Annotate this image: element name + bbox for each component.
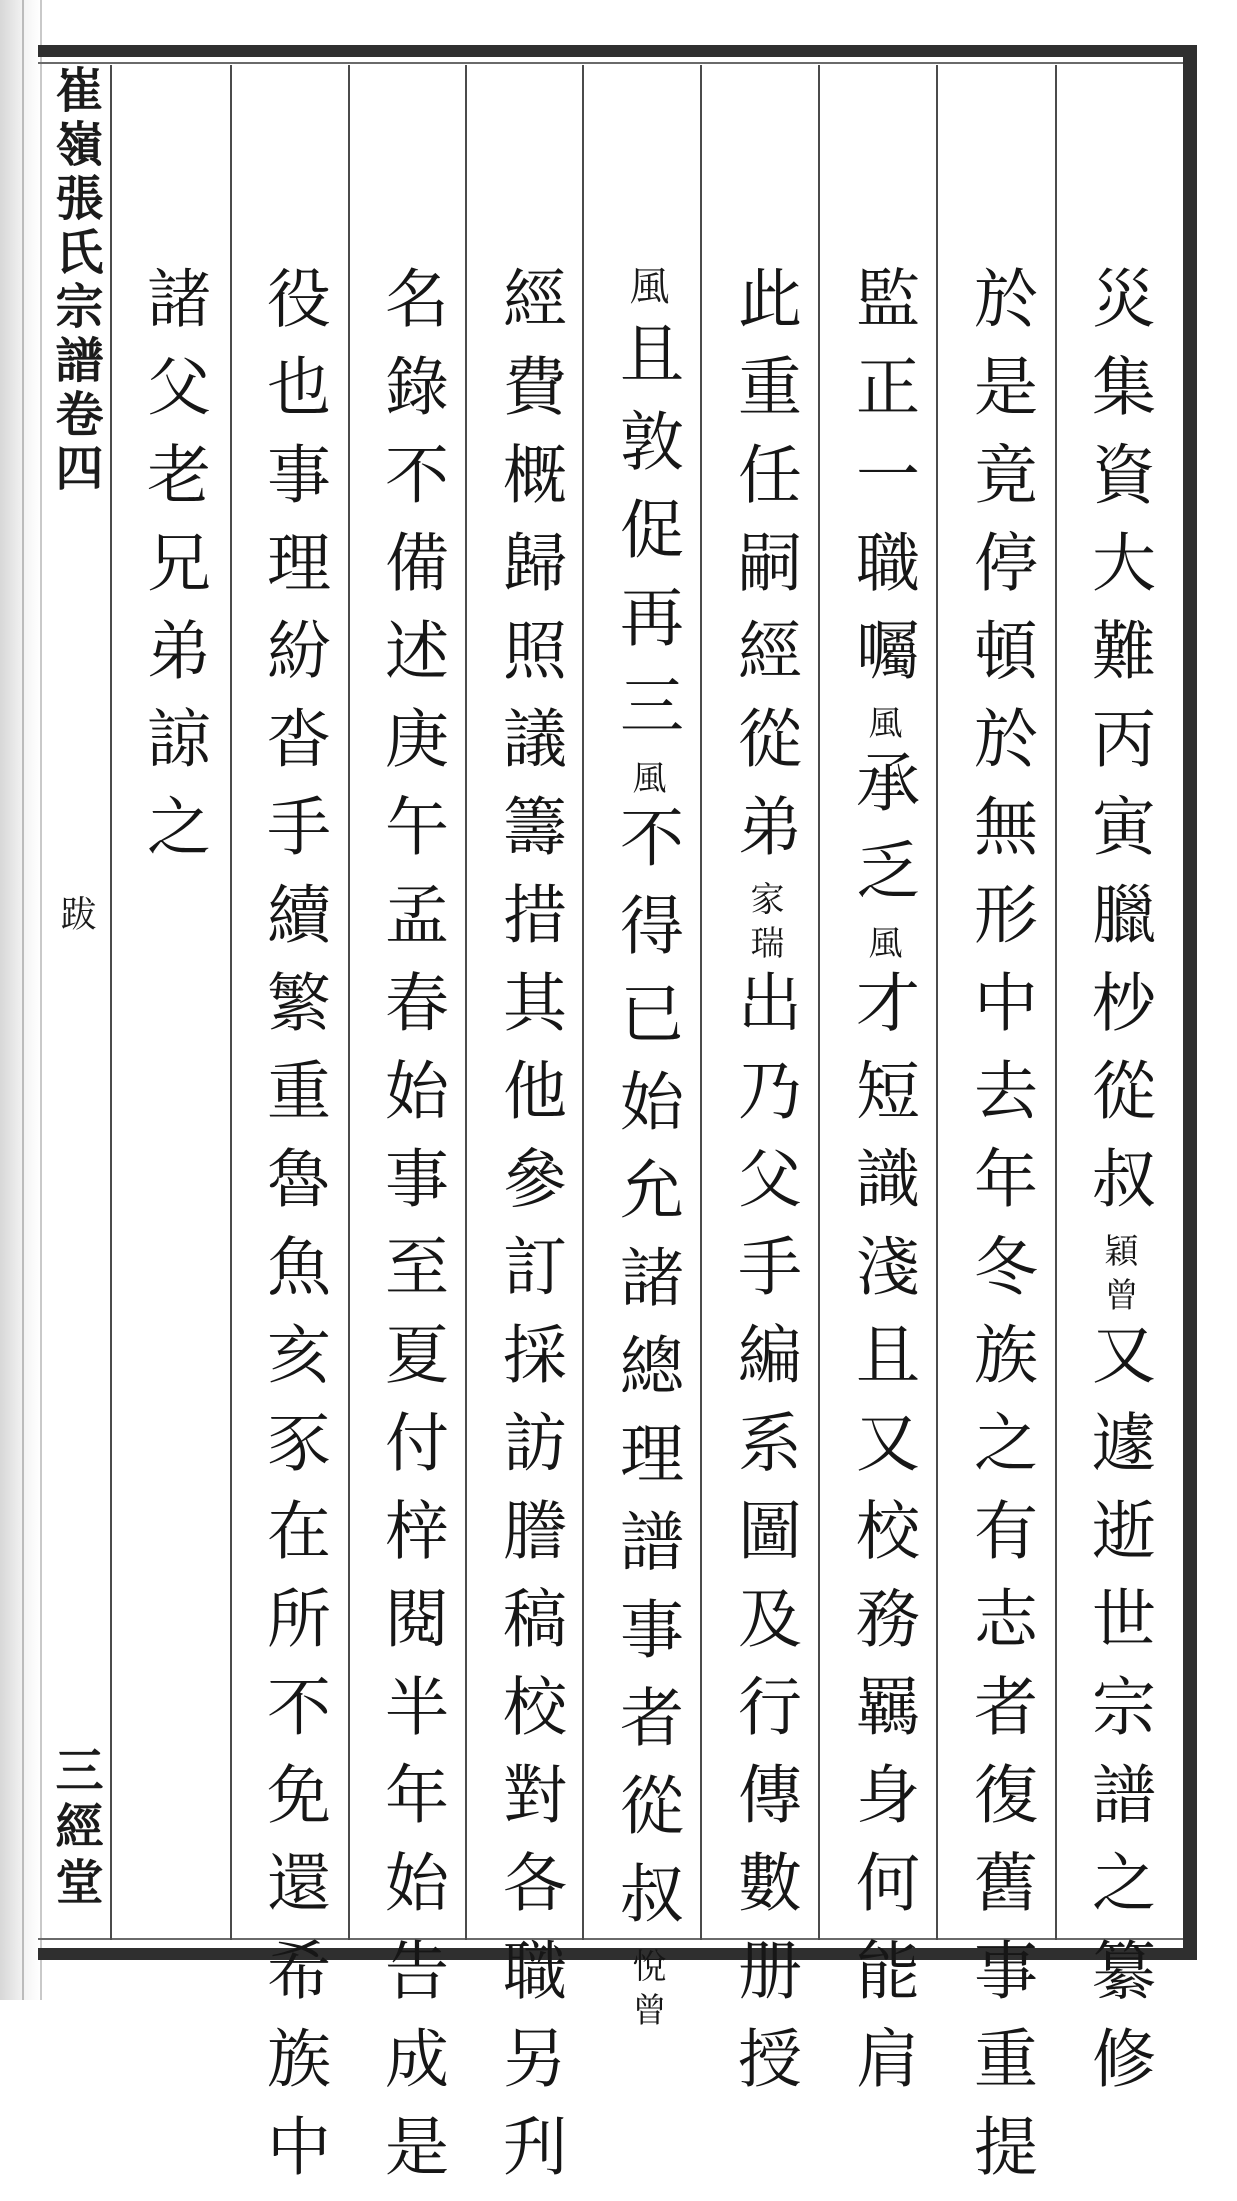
column-text <box>118 265 228 881</box>
column-text <box>945 265 1055 2201</box>
column-text <box>474 265 584 2201</box>
column-rule <box>110 65 112 1940</box>
interlinear-note: 穎曾 <box>1098 1233 1138 1321</box>
main-text: 且敦促再三 <box>609 320 683 760</box>
text-column <box>1063 265 1173 2113</box>
main-text: 役也事理紛沓手續繁重魯魚亥豕在所不免還希族中 <box>256 265 330 2201</box>
main-text: 不得已始允諸總理譜事者從叔 <box>609 804 683 1948</box>
main-text: 諸父老兄弟諒之 <box>136 265 210 881</box>
text-column <box>827 265 937 2113</box>
main-text: 監正一職囑 <box>845 265 919 705</box>
interlinear-note: 家瑞 <box>744 881 784 969</box>
interlinear-note: 風 <box>626 760 666 804</box>
text-column <box>356 265 466 2201</box>
main-text: 才短識淺且又校務羈身何能肩 <box>845 969 919 2113</box>
main-text: 承乏 <box>845 749 919 925</box>
main-text: 於是竟停頓於無形中去年冬族之有志者復舊事重提 <box>963 265 1037 2201</box>
interlinear-note: 風 <box>862 705 902 749</box>
column-text <box>238 265 348 2201</box>
text-column <box>238 265 348 2201</box>
column-text <box>709 265 819 2113</box>
text-column <box>709 265 819 2113</box>
column-text <box>827 265 937 2113</box>
column-text <box>1063 265 1173 2113</box>
text-column <box>118 265 228 1925</box>
main-text: 名錄不備述庚午孟春始事至夏付梓閱半年始告成是 <box>374 265 448 2201</box>
text-column <box>945 265 1055 2201</box>
interlinear-note: 風 <box>862 925 902 969</box>
main-text: 經費概歸照議籌措其他參訂採訪謄稿校對各職另刋 <box>492 265 566 2201</box>
main-text: 此重任嗣經從弟 <box>727 265 801 881</box>
column-rule <box>1055 65 1057 1940</box>
main-text: 又遽逝世宗譜之纂修 <box>1081 1321 1155 2113</box>
column-rule <box>230 65 232 1940</box>
block-center-margin <box>40 65 110 1940</box>
binding-crease <box>22 0 24 2000</box>
text-column <box>591 265 701 2036</box>
text-column <box>474 265 584 2201</box>
main-text: 出乃父手編系圖及行傳數册授 <box>727 969 801 2113</box>
column-text <box>356 265 466 2201</box>
main-text: 災集資大難丙寅臘杪從叔 <box>1081 265 1155 1233</box>
margin-book-title: 崔嶺張氏宗譜卷四 <box>47 65 103 497</box>
book-binding-edge <box>0 0 42 2000</box>
margin-section-label: 跋 <box>55 895 96 931</box>
column-text <box>591 320 701 2036</box>
interlinear-note: 悅曾 <box>626 1948 666 2036</box>
frame-inner-top-line <box>38 62 1183 64</box>
column-rule <box>348 65 350 1940</box>
margin-hall-name: 三經堂 <box>47 1745 103 1913</box>
elevated-honorific: 風 <box>623 265 669 305</box>
